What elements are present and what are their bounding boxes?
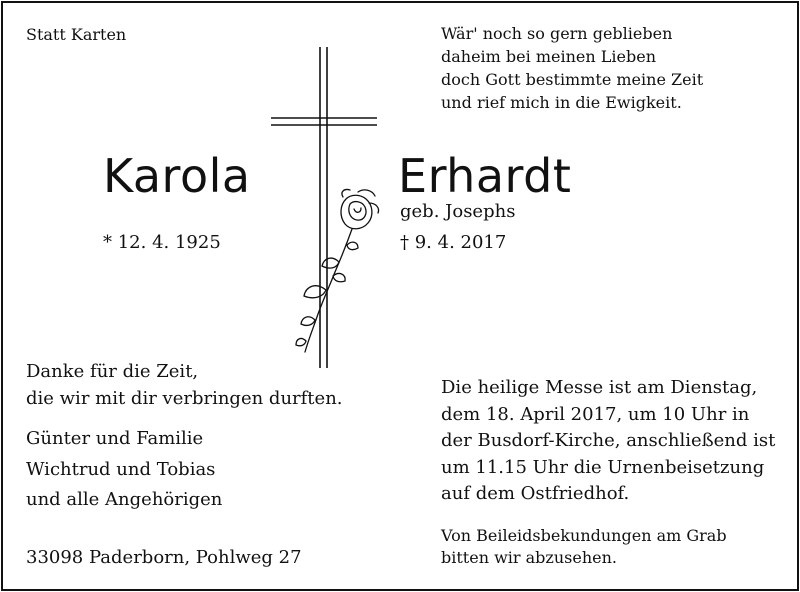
thanks-line: Danke für die Zeit, — [26, 361, 199, 382]
mass-line: um 11.15 Uhr die Urnenbeisetzung — [441, 456, 765, 478]
poem-verse — [441, 22, 703, 114]
condolence-note — [441, 525, 727, 569]
mourners-list — [26, 424, 222, 516]
condolence-line: Von Beileidsbekundungen am Grab — [441, 526, 727, 545]
thanks-text — [26, 358, 343, 412]
poem-line: doch Gott bestimmte meine Zeit — [441, 70, 704, 89]
poem-line: und rief mich in die Ewigkeit. — [441, 93, 682, 112]
mourner-line: Wichtrud und Tobias — [26, 458, 216, 480]
death-date: † 9. 4. 2017 — [400, 232, 507, 253]
address: 33098 Paderborn, Pohlweg 27 — [26, 547, 302, 568]
poem-line: daheim bei meinen Lieben — [441, 47, 656, 66]
rose-icon — [296, 189, 379, 352]
funeral-mass-info — [441, 375, 775, 508]
mass-line: Die heilige Messe ist am Dienstag, — [441, 377, 758, 398]
maiden-name: geb. Josephs — [400, 201, 516, 222]
condolence-line: bitten wir abzusehen. — [441, 548, 617, 567]
mourner-line: Günter und Familie — [26, 428, 204, 449]
last-name: Erhardt — [398, 149, 572, 203]
birth-date: * 12. 4. 1925 — [103, 232, 221, 253]
mass-line: der Busdorf-Kirche, anschließend ist — [441, 430, 776, 451]
mourner-line: und alle Angehörigen — [26, 489, 223, 510]
first-name: Karola — [103, 149, 251, 203]
thanks-line: die wir mit dir verbringen durften. — [26, 388, 343, 409]
poem-line: Wär' noch so gern geblieben — [441, 24, 673, 43]
mass-line: dem 18. April 2017, um 10 Uhr in — [441, 403, 750, 425]
mass-line: auf dem Ostfriedhof. — [441, 483, 630, 504]
statt-karten-label: Statt Karten — [26, 25, 127, 44]
